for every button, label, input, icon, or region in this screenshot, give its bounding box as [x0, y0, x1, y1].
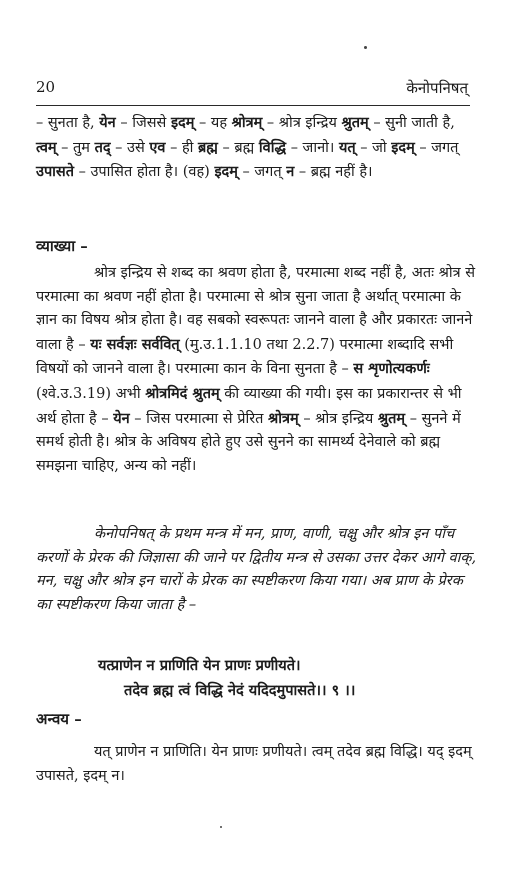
text-run: – जानो। — [286, 139, 339, 156]
bold-term: विद्धि — [258, 138, 287, 156]
text-run: – सुनी जाती है, — [368, 115, 455, 131]
bold-term: न — [286, 163, 295, 181]
text-run: – ब्रह्म — [217, 139, 259, 156]
header-rule — [36, 105, 470, 106]
bold-term: श्रोत्रम् — [231, 114, 263, 131]
vyakhya-paragraph-1 — [36, 262, 480, 478]
running-title: केनोपनिषत् — [406, 79, 468, 97]
text-run: (श्वे.उ.3.19) अभी — [36, 385, 146, 402]
bold-term: स शृणोत्यकर्णः — [353, 360, 430, 378]
speck-mark — [220, 826, 222, 828]
bold-term: यत् — [338, 138, 356, 156]
text-run: – श्रोत्र इन्द्रिय — [298, 410, 378, 427]
text-run: – जिस परमात्मा से प्रेरित — [129, 410, 269, 427]
bold-term: श्रोत्रम् — [268, 409, 299, 427]
bold-term: तद् — [94, 138, 111, 156]
text-run: – जगत् — [414, 139, 459, 156]
bold-term: त्वम् — [36, 138, 57, 156]
bold-term: श्रुतम् — [377, 409, 406, 427]
bold-term: येन — [99, 114, 116, 131]
text-run: – उसे — [110, 139, 150, 156]
text-run: – यह — [194, 115, 232, 131]
vyakhya-paragraph-2 — [36, 523, 480, 617]
vyakhya-heading: व्याख्या – — [36, 237, 88, 255]
page-number: 20 — [36, 78, 56, 96]
text-run: केनोपनिषत् के प्रथम मन्त्र में मन, प्राण, वाणी, चक्षु और श्रोत्र इन पाँच करणों के प्रेरक की जिज्ञासा की जाने पर द्वितीय मन्त्र से उसका उत्तर देकर आगे वाक्, मन, चक्षु और श्रोत्र इन चारों के प्रेरक का स्पष्टीकरण किया गया। अब प्राण के प्रेरक का स्पष्टीकरण किया जाता है – — [36, 526, 477, 613]
bold-term: उपासते — [36, 163, 75, 181]
text-run: – ही — [165, 139, 199, 156]
text-run: – जगत् — [237, 164, 287, 181]
anvaya-paragraph — [36, 741, 480, 788]
text-run: – उपासित होता है। (वह) — [74, 164, 215, 181]
text-run: – ब्रह्म नहीं है। — [294, 164, 373, 181]
bold-term: यः सर्वज्ञः सर्ववित् — [90, 335, 180, 353]
text-run: – तुम — [56, 139, 95, 156]
mantra-line-1: यत्प्राणेन न प्राणिति येन प्राणः प्रणीयते। — [98, 657, 301, 674]
text-run: – जिससे — [115, 115, 171, 131]
bold-term: श्रोत्रमिदं श्रुतम् — [145, 384, 220, 402]
bold-term: ब्रह्म — [198, 138, 218, 156]
text-run: (मु.उ.1.1.10 तथा 2.2.7) परमात्मा शब्दादि सभी विषयों को जानने वाला है। परमात्मा कान के विना सुनता है – — [36, 336, 454, 378]
bold-term: येन — [113, 409, 130, 427]
text-run: – सुनने में समर्थ होती है। श्रोत्र के अविषय होते हुए उसे सुनने का सामर्थ्य देनेवाले को ब्रह्म समझना चाहिए, अन्य को नहीं। — [36, 410, 461, 474]
text-run: की व्याख्या की गयी। इस का प्रकारान्तर से भी अर्थ होता है – — [36, 385, 462, 427]
bold-term: इदम् — [170, 114, 195, 131]
bold-term: इदम् — [214, 163, 238, 181]
bold-term: एव — [149, 138, 166, 156]
text-run: – श्रोत्र इन्द्रिय — [262, 115, 342, 131]
bold-term: इदम् — [391, 138, 415, 156]
speck-mark — [364, 46, 367, 49]
bold-term: श्रुतम् — [341, 114, 369, 131]
text-run: – सुनता है, — [36, 115, 100, 131]
text-run: यत् प्राणेन न प्राणिति। येन प्राणः प्रणीयते। त्वम् तदेव ब्रह्म विद्धि। यद् इदम् उपासते, इदम् न। — [36, 744, 472, 784]
word-meaning-paragraph — [36, 111, 480, 185]
anvaya-heading: अन्वय – — [36, 710, 82, 728]
text-run: – जो — [355, 139, 392, 156]
text-run: श्रोत्र इन्द्रिय से शब्द का श्रवण होता है, परमात्मा शब्द नहीं है, अतः श्रोत्र से परमात्मा का श्रवण नहीं होता है। परमात्मा से श्रोत्र सुना जाता है अर्थात् परमात्मा के ज्ञान का विषय श्रोत्र होता है। वह सबको स्वरूपतः जानने वाला है और प्रकारतः जानने वाला है – — [36, 265, 476, 353]
mantra-line-2: तदेव ब्रह्म त्वं विद्धि नेदं यदिदमुपासते।। ९ ।। — [124, 682, 356, 699]
